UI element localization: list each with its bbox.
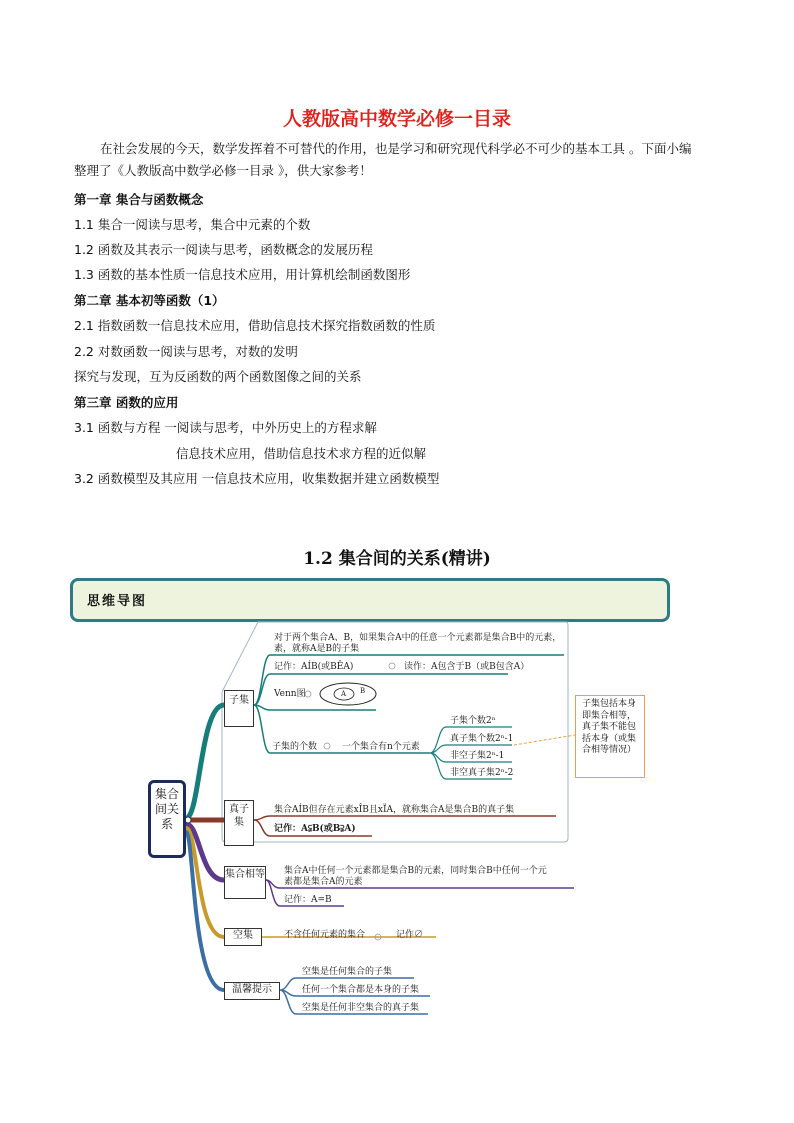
node-subset: 子集 (224, 690, 254, 727)
toc-entry: 3.1 函数与方程 一阅读与思考，中外历史上的方程求解 (74, 420, 377, 435)
toc-entry: 探究与发现，互为反函数的两个函数图像之间的关系 (74, 369, 362, 384)
subset-definition-line-2: 素，就称A是B的子集 (274, 644, 360, 654)
chapter-heading: 第三章 函数的应用 (74, 395, 179, 410)
toc-entry: 3.2 函数模型及其应用 一信息技术应用，收集数据并建立函数模型 (74, 471, 440, 486)
node-tips: 温馨提示 (224, 982, 280, 1000)
toc-entry: 1.3 函数的基本性质一信息技术应用，用计算机绘制函数图形 (74, 267, 411, 282)
subset-count-condition: 一个集合有n个元素 (342, 742, 420, 752)
proper-subset-notation: 记作：A⫋B(或B⫌A) (274, 824, 356, 834)
mindmap-header-label: 思维导图 (87, 594, 148, 609)
node-proper-subset: 真子集 (224, 800, 254, 846)
equality-notation: 记作：A=B (284, 895, 332, 905)
empty-set-notation: 记作∅ (396, 930, 424, 940)
subset-note-box: 子集包括本身即集合相等，真子集不能包括本身（或集合相等情况） (575, 695, 645, 778)
count-subsets: 子集个数2ⁿ (450, 716, 496, 726)
toc-entry: 1.2 函数及其表示一阅读与思考，函数概念的发展历程 (74, 242, 373, 257)
subset-reading: 读作：A包含于B（或B包含A） (404, 662, 530, 672)
toc-entry: 信息技术应用，借助信息技术求方程的近似解 (176, 446, 427, 461)
intro-line-1: 在社会发展的今天，数学发挥着不可替代的作用，也是学习和研究现代科学必不可少的基本工具 。下面小编 (100, 141, 692, 156)
toc-entry: 2.1 指数函数一信息技术应用，借助信息技术探究指数函数的性质 (74, 318, 436, 333)
count-nonempty-proper-subsets: 非空真子集2ⁿ-2 (450, 768, 514, 778)
tip-3: 空集是任何非空集合的真子集 (302, 1003, 420, 1013)
toc-entry: 2.2 对数函数一阅读与思考，对数的发明 (74, 344, 298, 359)
chapter-heading: 第一章 集合与函数概念 (74, 192, 204, 207)
subset-definition-line-1: 对于两个集合A、B，如果集合A中的任意一个元素都是集合B中的元素， (274, 633, 562, 643)
count-nonempty-subsets: 非空子集2ⁿ-1 (450, 751, 505, 761)
toc-entry: 1.1 集合一阅读与思考，集合中元素的个数 (74, 217, 311, 232)
node-empty-set: 空集 (224, 928, 262, 946)
subset-venn-label: Venn图 (274, 689, 306, 699)
empty-set-definition: 不含任何元素的集合 (284, 930, 366, 940)
section-title: 1.2 集合间的关系(精讲) (303, 549, 491, 569)
venn-b-label: B (360, 687, 366, 695)
subset-count-label: 子集的个数 (272, 742, 318, 752)
equality-definition-line-2: 素都是集合A的元素 (284, 877, 363, 887)
chapter-heading: 第二章 基本初等函数（1） (74, 293, 225, 308)
count-proper-subsets: 真子集个数2ⁿ-1 (450, 734, 514, 744)
proper-subset-definition: 集合AÍB但存在元素xÎB且xÏA，就称集合A是集合B的真子集 (274, 805, 515, 815)
document-title: 人教版高中数学必修一目录 (282, 108, 511, 130)
mindmap-root-node: 集合间关系 (148, 780, 186, 858)
tip-1: 空集是任何集合的子集 (302, 967, 393, 977)
tip-2: 任何一个集合都是本身的子集 (302, 985, 420, 995)
subset-notation: 记作：AÍB(或BÊA) (274, 662, 354, 672)
intro-line-2: 整理了《人教版高中数学必修一目录 》，供大家参考！ (74, 163, 372, 178)
node-set-equality: 集合相等 (224, 866, 266, 899)
equality-definition-line-1: 集合A中任何一个元素都是集合B的元素，同时集合B中任何一个元 (284, 866, 547, 876)
venn-a-label: A (341, 690, 347, 698)
